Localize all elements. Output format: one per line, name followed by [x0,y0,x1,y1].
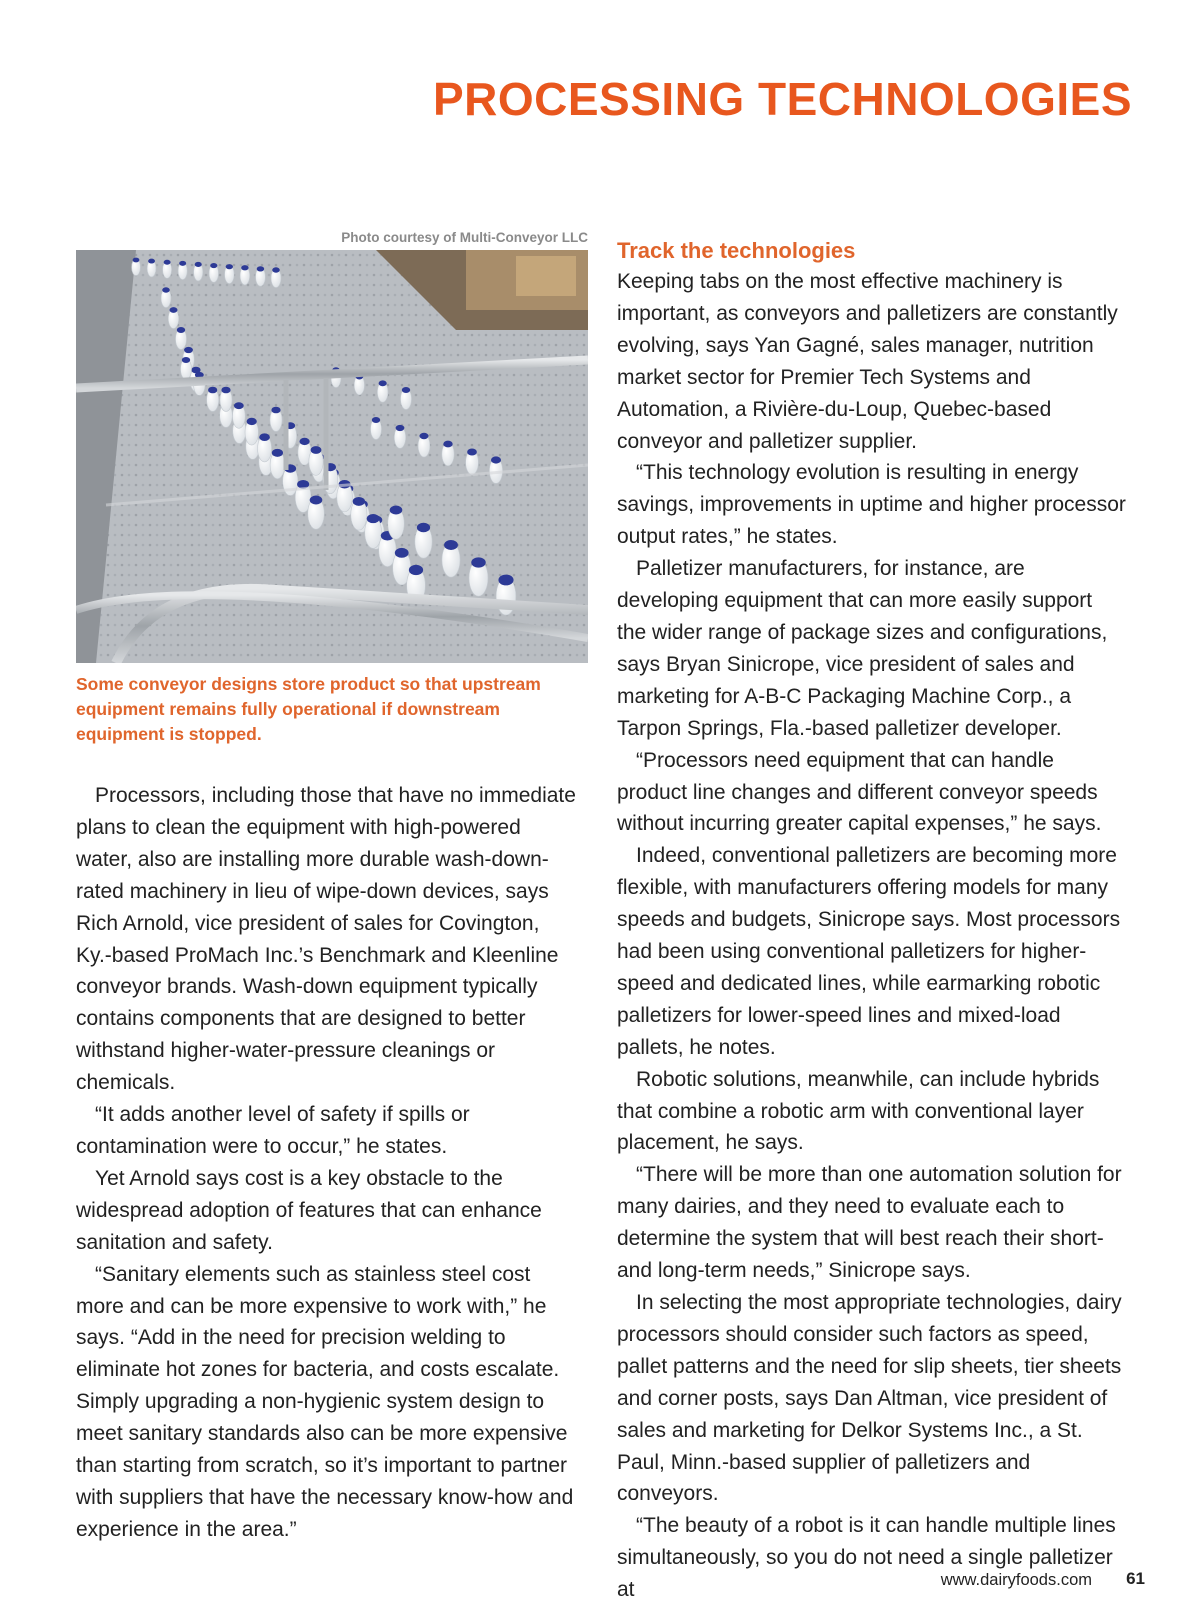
section-title: PROCESSING TECHNOLOGIES [432,73,1132,125]
body-paragraph: “The beauty of a robot is it can handle multiple lines simultaneously, so you do not need a single palletizer at [617,1514,1116,1602]
photo-credit: Photo courtesy of Multi-Conveyor LLC [341,230,588,245]
body-paragraph: “It adds another level of safety if spills or contamination were to occur,” he states. [76,1103,470,1158]
body-paragraph: “This technology evolution is resulting in energy savings, improvements in uptime and higher processor output rates,” he states. [617,461,1126,549]
body-paragraph: Keeping tabs on the most effective machinery is important, as conveyors and palletizers are constantly evolving, says Yan Gagné, sales manager, nutrition market sector for Premier Tech Systems and Automation, a Rivière-du-Loup, Quebec-based conveyor and palletizer supplier. [617,270,1118,453]
body-paragraph: In selecting the most appropriate technologies, dairy processors should consider such factors as speed, pallet patterns and the need for slip sheets, tier sheets and corner posts, says Dan Altman, vice president of sales and marketing for Delkor Systems Inc., a St. Paul, Minn.-based supplier of palletizers and conveyors. [617,1291,1122,1506]
body-paragraph: “There will be more than one automation solution for many dairies, and they need to evaluate each to determine the system that will best reach their short- and long-term needs,” Sinicrope says. [617,1163,1122,1283]
body-paragraph: Yet Arnold says cost is a key obstacle to the widespread adoption of features that can enhance sanitation and safety. [76,1166,542,1254]
right-column [617,266,1127,1606]
photo-caption: Some conveyor designs store product so that upstream equipment remains fully operational if downstream equipment is stopped. [76,674,541,744]
page-number: 61 [1126,1569,1145,1588]
conveyor-illustration [76,250,588,663]
body-paragraph: “Processors need equipment that can handle product line changes and different conveyor speeds without incurring greater capital expenses,” he says. [617,748,1102,836]
body-paragraph: Indeed, conventional palletizers are becoming more flexible, with manufacturers offering models for many speeds and budgets, Sinicrope says. Most processors had been using conventional palletizers for higher-speed and dedicated lines, while earmarking robotic palletizers for lower-speed lines and mixed-load pallets, he notes. [617,844,1121,1059]
body-paragraph: Palletizer manufacturers, for instance, are developing equipment that can more easily support the wider range of package sizes and configurations, says Bryan Sinicrope, vice president of sales and marketing for A-B-C Packaging Machine Corp., a Tarpon Springs, Fla.-based palletizer developer. [617,557,1108,740]
body-paragraph: Robotic solutions, meanwhile, can include hybrids that combine a robotic arm with conventional layer placement, he says. [617,1067,1100,1155]
left-column [76,780,580,1546]
body-paragraph: “Sanitary elements such as stainless steel cost more and can be more expensive to work with,” he says. “Add in the need for precision welding to eliminate hot zones for bacteria, and costs escalate. Simply upgrading a non-hygienic system design to meet sanitary standards also can be more expensive than starting from scratch, so it’s important to partner with suppliers that have the necessary know-how and experience in the area.” [76,1262,574,1541]
conveyor-photo [76,250,588,663]
body-paragraph: Processors, including those that have no immediate plans to clean the equipment with high-powered water, also are installing more durable wash-down-rated machinery in lieu of wipe-down devices, says Rich Arnold, vice president of sales for Covington, Ky.-based ProMach Inc.’s Benchmark and Kleenline conveyor brands. Wash-down equipment typically contains components that are designed to better withstand higher-water-pressure cleanings or chemicals. [76,784,576,1095]
footer-url[interactable]: www.dairyfoods.com [940,1571,1092,1589]
subhead: Track the technologies [617,238,856,263]
